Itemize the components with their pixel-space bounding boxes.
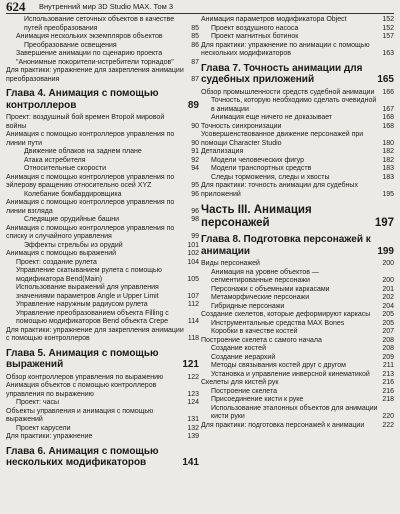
- chapter-heading-title: Глава 7. Точность анимации для судебных приложений: [201, 62, 363, 85]
- toc-entry-title: Виды персонажей: [201, 260, 260, 267]
- toc-entry-title: Атака истребителя: [24, 156, 86, 164]
- toc-entry-title: Объекты управления и анимация с помощью выражений: [6, 407, 154, 423]
- toc-entry-title: Для практики: упражнение для закрепления анимации с помощью контроллеров: [6, 326, 184, 342]
- toc-entry-title: Анимация с помощью контроллеров управления по списку и случайного управления: [6, 224, 175, 240]
- toc-entry-page: 99: [191, 233, 199, 240]
- toc-entry-title: Создание скелетов, которые деформируют каркасы: [201, 311, 371, 318]
- toc-entry-page: 139: [187, 433, 199, 440]
- toc-entry: [201, 269, 394, 286]
- toc-entry: [201, 114, 394, 123]
- toc-entry: [6, 216, 199, 225]
- toc-entry-page: 114: [187, 318, 199, 325]
- running-title: Внутренний мир 3D Studio MAX. Том 3: [39, 2, 174, 11]
- toc-entry-title: Анимация с помощью контроллеров управления по линии пути: [6, 131, 175, 147]
- toc-entry-page: 124: [187, 399, 199, 406]
- chapter-heading-title: Глава 5. Анимация с помощью выражений: [6, 347, 159, 370]
- toc-entry-title: Создание костей: [211, 345, 266, 352]
- toc-entry-page: 102: [187, 250, 199, 257]
- toc-entry: [201, 182, 394, 199]
- page-header: [6, 0, 394, 13]
- toc-entry-page: 152: [382, 16, 394, 23]
- toc-entry-title: Проект: часы: [16, 399, 60, 406]
- toc-entry-title: Относительные скорости: [24, 165, 107, 172]
- toc-left-column: [6, 16, 199, 472]
- toc-entry-page: 95: [191, 182, 199, 189]
- toc-entry-title: Проект: создание рулета: [16, 258, 97, 266]
- toc-entry-title: Модели человеческих фигур: [211, 156, 304, 164]
- toc-entry: [6, 399, 199, 408]
- toc-entry-page: 218: [382, 396, 394, 403]
- toc-entry-page: 86: [191, 41, 199, 49]
- toc-entry-title: Персонажи с объемными каркасами: [211, 285, 330, 293]
- toc-entry: [201, 165, 394, 174]
- toc-entry-page: 166: [382, 88, 394, 96]
- toc-entry: [6, 433, 199, 442]
- toc-entry: [6, 50, 199, 67]
- toc-entry-title: Анимация с помощью контроллеров управления по линии взгляда: [6, 199, 175, 215]
- toc-entry-page: 205: [382, 311, 394, 318]
- toc-entry: [201, 16, 394, 25]
- toc-entry-title: Коробки в качестве костей: [211, 328, 298, 335]
- toc-entry: [6, 165, 199, 174]
- toc-entry-page: 91: [191, 148, 199, 155]
- toc-entry: [6, 242, 199, 251]
- toc-entry-page: 131: [187, 416, 199, 423]
- toc-entry: [6, 67, 199, 84]
- toc-entry-title: Построение скелета с самого начала: [201, 336, 322, 344]
- chapter-heading: [6, 348, 199, 371]
- toc-entry-title: Метаморфические персонажи: [211, 294, 310, 301]
- toc-entry: [6, 250, 199, 259]
- toc-entry-title: Точность синхронизации: [201, 122, 282, 130]
- toc-entry: [6, 408, 199, 425]
- toc-entry-page: 157: [382, 33, 394, 40]
- toc-entry-title: Методы связывания костей друг с другом: [211, 362, 346, 369]
- page-number: 624: [6, 0, 26, 14]
- toc-entry-title: Движение облаков на заднем плане: [24, 148, 142, 155]
- toc-entry-title: Для практики: упражнение для закрепления анимации преобразования: [6, 67, 184, 83]
- toc-entry-title: Завершение анимации по сценарию проекта "Анонимные покорители-истребители торнадов": [16, 50, 174, 66]
- toc-entry-title: Анимация с помощью выражений: [6, 250, 117, 257]
- chapter-heading-page: 141: [182, 457, 199, 468]
- toc-entry: [201, 294, 394, 303]
- toc-entry: [6, 374, 199, 383]
- toc-entry-title: Проект магнитных ботинок: [211, 33, 299, 40]
- toc-entry: [6, 42, 199, 51]
- toc-entry: [6, 148, 199, 157]
- toc-entry-page: 180: [382, 139, 394, 147]
- toc-entry-title: Построение скелета: [211, 387, 277, 395]
- toc-entry-title: Использование эталонных объектов для анимации кисти руки: [211, 404, 378, 420]
- toc-entry: [201, 174, 394, 183]
- toc-entry: [6, 267, 199, 284]
- toc-entry: [201, 337, 394, 346]
- toc-entry-title: Управление наружным радиусом рулета: [16, 301, 148, 308]
- toc-entry-page: 207: [382, 328, 394, 335]
- header-rule: [6, 13, 394, 14]
- toc-entry-title: Установка и управление инверсной кинематикой: [211, 370, 370, 378]
- toc-entry-page: 167: [382, 105, 394, 113]
- toc-entry-page: 94: [191, 165, 199, 172]
- toc-entry: [6, 33, 199, 42]
- toc-entry-title: Анимация на уровне объектов — сегментированные персонажи: [211, 268, 319, 284]
- chapter-heading: [6, 88, 199, 111]
- toc-entry-page: 183: [382, 173, 394, 181]
- toc-entry: [201, 89, 394, 98]
- chapter-heading: [201, 234, 394, 257]
- part-heading-title: Часть III. Анимация персонажей: [201, 204, 312, 229]
- toc-entry-title: Управление преобразованием объекта Filling с помощью модификаторов Bend объекта Crepe: [16, 309, 169, 325]
- toc-entry-page: 105: [187, 275, 199, 283]
- toc-entry: [201, 260, 394, 269]
- chapter-heading: [6, 446, 199, 469]
- toc-entry-title: Эффекты стрельбы из орудий: [24, 241, 123, 249]
- toc-entry-title: Усовершенствованное движение персонажей при помощи Character Studio: [201, 131, 364, 147]
- toc-entry-page: 209: [382, 353, 394, 361]
- toc-entry: [201, 311, 394, 320]
- toc-entry-page: 204: [382, 302, 394, 310]
- chapter-heading: [201, 63, 394, 86]
- toc-entry-title: Инструментальные средства MAX Bones: [211, 319, 345, 327]
- toc-entry-page: 132: [187, 424, 199, 432]
- toc-entry: [6, 131, 199, 148]
- toc-entry-title: Для практики: упражнение: [6, 433, 93, 440]
- toc-entry-page: 182: [382, 148, 394, 155]
- toc-entry: [6, 327, 199, 344]
- chapter-heading-page: 89: [187, 99, 199, 111]
- toc-entry-page: 87: [191, 58, 199, 66]
- toc-entry: [6, 310, 199, 327]
- toc-entry-page: 208: [382, 345, 394, 352]
- toc-entry-title: Обзор контроллеров управления по выражению: [6, 373, 164, 381]
- chapter-heading-page: 165: [377, 74, 394, 85]
- toc-entry: [201, 157, 394, 166]
- toc-entry-page: 90: [191, 139, 199, 147]
- toc-entry-page: 107: [187, 292, 199, 300]
- toc-entry: [6, 114, 199, 131]
- toc-entry-title: Проект: воздушный бой времен Второй мировой войны: [6, 114, 165, 130]
- toc-entry-title: Для практики: упражнение по анимации с помощью нескольких модификаторов: [201, 41, 370, 57]
- toc-entry-title: Присоединение кисти к руке: [211, 396, 304, 403]
- toc-entry: [6, 199, 199, 216]
- toc-entry-title: Создание иерархий: [211, 353, 276, 361]
- toc-entry: [201, 33, 394, 42]
- toc-entry: [201, 396, 394, 405]
- part-heading-page: 197: [374, 217, 394, 229]
- toc-entry: [6, 284, 199, 301]
- toc-entry-page: 118: [187, 335, 199, 342]
- toc-entry: [6, 301, 199, 310]
- toc-entry: [201, 123, 394, 132]
- toc-entry-page: 96: [191, 207, 199, 215]
- toc-entry-title: Анимация с помощью контроллеров управления по эйлерову вращению относительно осей XYZ: [6, 173, 175, 189]
- toc-entry-page: 163: [382, 50, 394, 57]
- toc-entry-page: 90: [191, 122, 199, 130]
- toc-entry-title: Использование сеточных объектов в качестве путей преобразования: [24, 16, 175, 32]
- toc-entry-page: 183: [382, 165, 394, 172]
- toc-entry: [201, 286, 394, 295]
- toc-entry-page: 202: [382, 294, 394, 301]
- toc-entry: [201, 303, 394, 312]
- toc-entry-page: 98: [191, 216, 199, 223]
- toc-entry-page: 200: [382, 277, 394, 284]
- toc-entry-page: 152: [382, 24, 394, 32]
- toc-entry-page: 87: [191, 75, 199, 83]
- toc-entry-page: 208: [382, 336, 394, 344]
- toc-entry-title: Анимация нескольких экземпляров объектов: [16, 33, 163, 40]
- toc-entry-page: 123: [187, 390, 199, 398]
- toc-entry-page: 216: [382, 387, 394, 395]
- toc-entry-page: 168: [382, 122, 394, 130]
- toc-entry-page: 96: [191, 190, 199, 198]
- toc-entry: [201, 328, 394, 337]
- toc-entry-page: 205: [382, 319, 394, 327]
- toc-entry: [201, 345, 394, 354]
- chapter-heading-title: Глава 4. Анимация с помощью контроллеров: [6, 88, 159, 111]
- toc-entry-title: Скелеты для кистей рук: [201, 379, 279, 386]
- toc-entry-page: 92: [191, 156, 199, 164]
- toc-entry-page: 220: [382, 413, 394, 420]
- toc-entry-title: Анимация параметров модификатора Object: [201, 16, 347, 23]
- toc-entry-page: 168: [382, 114, 394, 121]
- toc-entry-page: 213: [382, 370, 394, 378]
- toc-entry: [201, 379, 394, 388]
- toc-entry-title: Следящие орудийные башни: [24, 216, 120, 223]
- toc-entry-page: 211: [382, 362, 394, 369]
- toc-entry: [201, 354, 394, 363]
- toc-entry-title: Анимация еще ничего не доказывает: [211, 114, 333, 121]
- toc-entry: [6, 16, 199, 33]
- toc-entry-title: Колебание бомбардировщика: [24, 190, 122, 198]
- toc-entry: [6, 157, 199, 166]
- toc-entry: [201, 42, 394, 59]
- toc-entry-page: 222: [382, 421, 394, 429]
- toc-entry-title: Модели транспортных средств: [211, 165, 312, 172]
- toc-entry-title: Анимация объектов с помощью контроллеров управления по выражению: [6, 382, 157, 398]
- chapter-heading-page: 121: [182, 359, 199, 370]
- toc-entry-page: 195: [382, 190, 394, 198]
- chapter-heading-title: Глава 6. Анимация с помощью нескольких модификаторов: [6, 445, 159, 468]
- toc-entry-page: 122: [187, 373, 199, 381]
- toc-entry-title: Для практики: точность анимации для судебных приложений: [201, 182, 358, 198]
- toc-entry: [201, 25, 394, 34]
- toc-entry-page: 104: [187, 258, 199, 266]
- toc-entry-page: 85: [191, 24, 199, 32]
- toc-entry-page: 182: [382, 156, 394, 164]
- toc-entry-title: Следы торможения, следы и хвосты: [211, 173, 330, 181]
- toc-entry-page: 112: [187, 301, 199, 308]
- toc-entry: [201, 422, 394, 431]
- toc-entry-title: Точность, которую необходимо сделать очевидной в анимации: [211, 97, 377, 113]
- toc-entry: [201, 148, 394, 157]
- toc-entry: [6, 174, 199, 191]
- toc-entry: [6, 259, 199, 268]
- toc-entry-title: Проект карусели: [16, 424, 71, 432]
- toc-entry: [6, 225, 199, 242]
- toc-entry-title: Для практики: подготовка персонажей к анимации: [201, 421, 365, 429]
- toc-entry-title: Гибридные персонажи: [211, 302, 285, 310]
- toc-right-column: [201, 16, 394, 430]
- toc-entry: [6, 382, 199, 399]
- toc-entry-page: 201: [382, 285, 394, 293]
- toc-entry: [201, 371, 394, 380]
- toc-entry: [201, 405, 394, 422]
- toc-entry: [201, 388, 394, 397]
- toc-entry-title: Обзор промышленности средств судебной анимации: [201, 88, 375, 96]
- toc-entry: [201, 320, 394, 329]
- toc-entry: [201, 131, 394, 148]
- toc-entry-page: 200: [382, 260, 394, 267]
- chapter-heading-page: 199: [377, 245, 394, 257]
- toc-entry: [201, 362, 394, 371]
- part-heading: [201, 204, 394, 230]
- toc-entry-title: Проект воздушного насоса: [211, 24, 299, 32]
- chapter-heading-title: Глава 8. Подготовка персонажей к анимации: [201, 234, 371, 257]
- toc-entry-title: Преобразование освещения: [24, 41, 117, 49]
- toc-entry-page: 85: [191, 33, 199, 40]
- toc-entry: [6, 191, 199, 200]
- toc-entry: [201, 97, 394, 114]
- toc-entry-title: Детализация: [201, 148, 244, 155]
- toc-entry-title: Использование выражений для управления значениями параметров Angle и Upper Limit: [16, 284, 159, 300]
- toc-entry-page: 101: [187, 241, 199, 249]
- toc-entry: [6, 425, 199, 434]
- toc-entry-page: 216: [382, 379, 394, 386]
- toc-entry-title: Управление скатыванием рулета с помощью модификатора Bend(Main): [16, 267, 162, 283]
